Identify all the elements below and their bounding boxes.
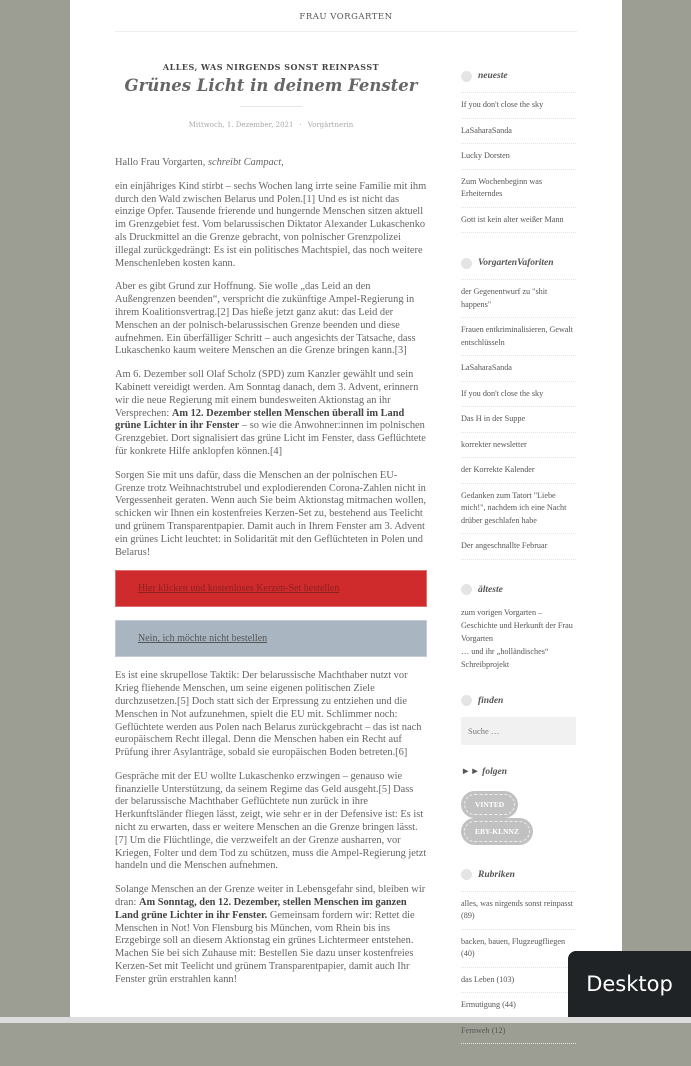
- paragraph: Solange Menschen an der Grenze weiter in Lebensgefahr sind, bleiben wir dran: Am Sonntag, den 12. Dezember, stellen Menschen im ganzen Land grüne Lichter in ihr Fenster. Gemeinsam fordern wir: Rettet die Menschen in Not! Von Flensburg bis München, vom Rhein bis ins Erzgebirge soll an diesem Aktionstag ein grünes Lichtermeer entstehen. Machen Sie bei sich Zuhause mit: Bestellen Sie dazu unser kostenfreies Kerzen-Set mit Teelicht und grünem Transparentpapier, damit auch Ihr Fenster grün erstrahlen kann!: [115, 884, 426, 985]
- widget-title-rubriken: Rubriken: [461, 867, 576, 883]
- post-date[interactable]: Mittwoch, 1. Dezember, 2021: [188, 121, 294, 129]
- paragraph: ein einjähriges Kind stirbt – sechs Wochen lang irrte seine Familie mit ihm durch den Wald zwischen Belarus und Polen.[1] Und es ist nicht das einzige Opfer. Tausende frierende und hungernde Menschen sitzen aktuell im Grenzgebiet fest. Vom belarussischen Diktator Alexander Lukaschenko als Druckmittel an die Grenze gebracht, von polnischer Grenzpolizei illegal zurückgedrängt: Es ist ein politisches Machtspiel, das noch weitere Menschenleben kosten kann.: [115, 180, 427, 269]
- sidebar-link[interactable]: Ermutigung (44): [461, 993, 576, 1019]
- decline-order-button[interactable]: Nein, ich möchte nicht bestellen: [115, 620, 427, 657]
- widget-title-aelteste: älteste: [461, 582, 576, 598]
- page: [70, 0, 622, 1035]
- sidebar-link[interactable]: der Gegenentwurf zu "shit happens": [461, 280, 576, 318]
- header-divider: [115, 31, 577, 32]
- desktop-badge: Desktop: [568, 951, 691, 1017]
- sidebar-link[interactable]: Zum Wochenbeginn was Erheiterndes: [461, 170, 576, 208]
- follow-buttons: [461, 791, 576, 845]
- oldest-posts: [461, 606, 576, 671]
- paragraph: Aber es gibt Grund zur Hoffnung. Sie wolle „das Leid an den Außengrenzen beenden“, verspricht die zukünftige Ampel-Regierung in ihrem Koalitionsvertrag.[2] Das hieße jetzt ganz akut: das Leid der Menschen an der polnisch-belarussischen Grenze beenden und diese aufnehmen. Ein überfälliger Schritt – auch angesichts der Tatsache, dass Lukaschenko kaum weitere Menschen an die Grenze bringen kann.[3]: [115, 281, 416, 357]
- paragraph: Gespräche mit der EU wollte Lukaschenko erzwingen – genauso wie finanzielle Unterstützung, da seinem Regime das Geld ausgeht.[5] Dass der belarussische Machthaber Geflüchtete nun zurück in ihre Herkunftsländer fliegen lässt, zeigt, wie sehr er in der Defensive ist: Es ist nicht zu erwarten, dass er weitere Menschen an die Grenze bringen lässt.[7] Um die Flüchtlinge, die verzweifelt an der Grenze ausharren, vor Kriegen, Folter und dem Tod zu schützen, muss die Ampel-Regierung jetzt handeln und die Menschen aufnehmen.: [115, 770, 427, 872]
- sidebar-link[interactable]: Gedanken zum Tatort "Liebe mich!", nachdem ich eine Nacht drüber geschlafen habe: [461, 484, 576, 535]
- favorites-list: [461, 279, 576, 560]
- widget-title-finden: finden: [461, 693, 576, 709]
- widget-title-neueste: neueste: [461, 68, 576, 84]
- eby-klnnz-button[interactable]: EBY-KLNNZ: [461, 818, 533, 845]
- title-divider: [240, 106, 302, 107]
- bullet-icon: [461, 695, 472, 706]
- sidebar-link[interactable]: Gott ist kein alter weißer Mann: [461, 208, 576, 234]
- post-meta: Mittwoch, 1. Dezember, 2021 · Vorgärtnerin: [188, 121, 354, 129]
- vinted-button[interactable]: VINTED: [461, 791, 518, 818]
- search-input[interactable]: Suche …: [461, 717, 576, 745]
- sidebar-link[interactable]: Der angeschnallte Februar: [461, 534, 576, 560]
- sidebar-link[interactable]: LaSaharaSanda: [461, 119, 576, 145]
- sidebar: [461, 68, 576, 1066]
- post-author[interactable]: Vorgärtnerin: [307, 121, 354, 129]
- recent-posts-list: [461, 92, 576, 233]
- bullet-icon: [461, 584, 472, 595]
- widget-title-folgen: ►► folgen: [461, 766, 507, 777]
- bottom-bar: [0, 1017, 691, 1023]
- post-title: Grünes Licht in deinem Fenster: [124, 76, 418, 95]
- widget-title-favoriten: VorgartenVaforiten: [461, 255, 576, 271]
- sidebar-link[interactable]: backen, bauen, Flugzeugfliegen (40): [461, 930, 576, 968]
- paragraph: Sorgen Sie mit uns dafür, dass die Menschen an der polnischen EU-Grenze trotz Weihnachtstrubel und explodierenden Corona-Zahlen nicht in Vergessenheit geraten. Wenn auch Sie beim Aktionstag mitmachen wollen, schicken wir Ihnen ein kostenfreies Kerzen-Set zu, bestehend aus Teelicht und grünem Transparentpapier. Damit auch in Ihrem Fenster am 3. Advent ein grünes Licht leuchtet: in Solidarität mit den Geflüchteten in Polen und Belarus!: [115, 469, 426, 558]
- sidebar-link[interactable]: Lucky Dorsten: [461, 144, 576, 170]
- sidebar-link[interactable]: der Korrekte Kalender: [461, 458, 576, 484]
- oldest-link[interactable]: zum vorigen Vorgarten – Geschichte und Herkunft der Frau Vorgarten: [461, 607, 573, 643]
- paragraph: Es ist eine skrupellose Taktik: Der belarussische Machthaber nutzt vor Krieg fliehende Menschen, um seine eigenen politischen Ziele durchzusetzen.[5] Doch statt sich der Erpressung zu entziehen und die Menschen in Not aufzunehmen, spielt die EU mit. Schlimmer noch: Geflüchtete werden aus Polen nach Belarus zurückgebracht – das ist nach europäischem Recht illegal. Denn die Menschen haben ein Recht auf Prüfung ihrer Asylanträge, sobald sie europäischen Boden betreten.[6]: [115, 670, 422, 759]
- oldest-link[interactable]: … und ihr „holländisches“ Schreibprojekt: [461, 646, 549, 669]
- post-category[interactable]: ALLES, WAS NIRGENDS SONST REINPASST: [162, 62, 380, 72]
- sidebar-link[interactable]: If you don't close the sky: [461, 93, 576, 119]
- bullet-icon: [461, 258, 472, 269]
- bullet-icon: [461, 869, 472, 880]
- paragraph: Hallo Frau Vorgarten, schreibt Campact,: [115, 157, 284, 168]
- sidebar-link[interactable]: Fernweh (12): [461, 1019, 576, 1045]
- bullet-icon: [461, 71, 472, 82]
- sidebar-link[interactable]: Das H in der Suppe: [461, 407, 576, 433]
- paragraph: Am 6. Dezember soll Olaf Scholz (SPD) zum Kanzler gewählt und sein Kabinett vereidigt werden. Am Sonntag danach, dem 3. Advent, erinnern wir die neue Regierung mit einem bundesweiten Aktionstag an ihr Versprechen: Am 12. Dezember stellen Menschen überall im Land grüne Lichter in ihr Fenster – so wie die Anwohner:innen im polnischen Grenzgebiet. Dort signalisiert das grüne Licht im Fenster, dass Geflüchtete für konkrete Hilfe anklopfen können.[4]: [115, 369, 426, 457]
- sidebar-link[interactable]: korrekter newsletter: [461, 433, 576, 459]
- sidebar-link[interactable]: das Leben (103): [461, 968, 576, 994]
- sidebar-link[interactable]: Frauen entkriminalisieren, Gewalt entschlüsseln: [461, 318, 576, 356]
- sidebar-link[interactable]: LaSaharaSanda: [461, 356, 576, 382]
- sidebar-link[interactable]: alles, was nirgends sonst reinpasst (89): [461, 892, 576, 930]
- post: [115, 62, 427, 998]
- post-body: [115, 157, 427, 987]
- sidebar-link[interactable]: If you don't close the sky: [461, 382, 576, 408]
- site-title[interactable]: FRAU VORGARTEN: [299, 12, 393, 22]
- order-candle-set-button[interactable]: Hier klicken und kostenloses Kerzen-Set bestellen: [115, 570, 427, 607]
